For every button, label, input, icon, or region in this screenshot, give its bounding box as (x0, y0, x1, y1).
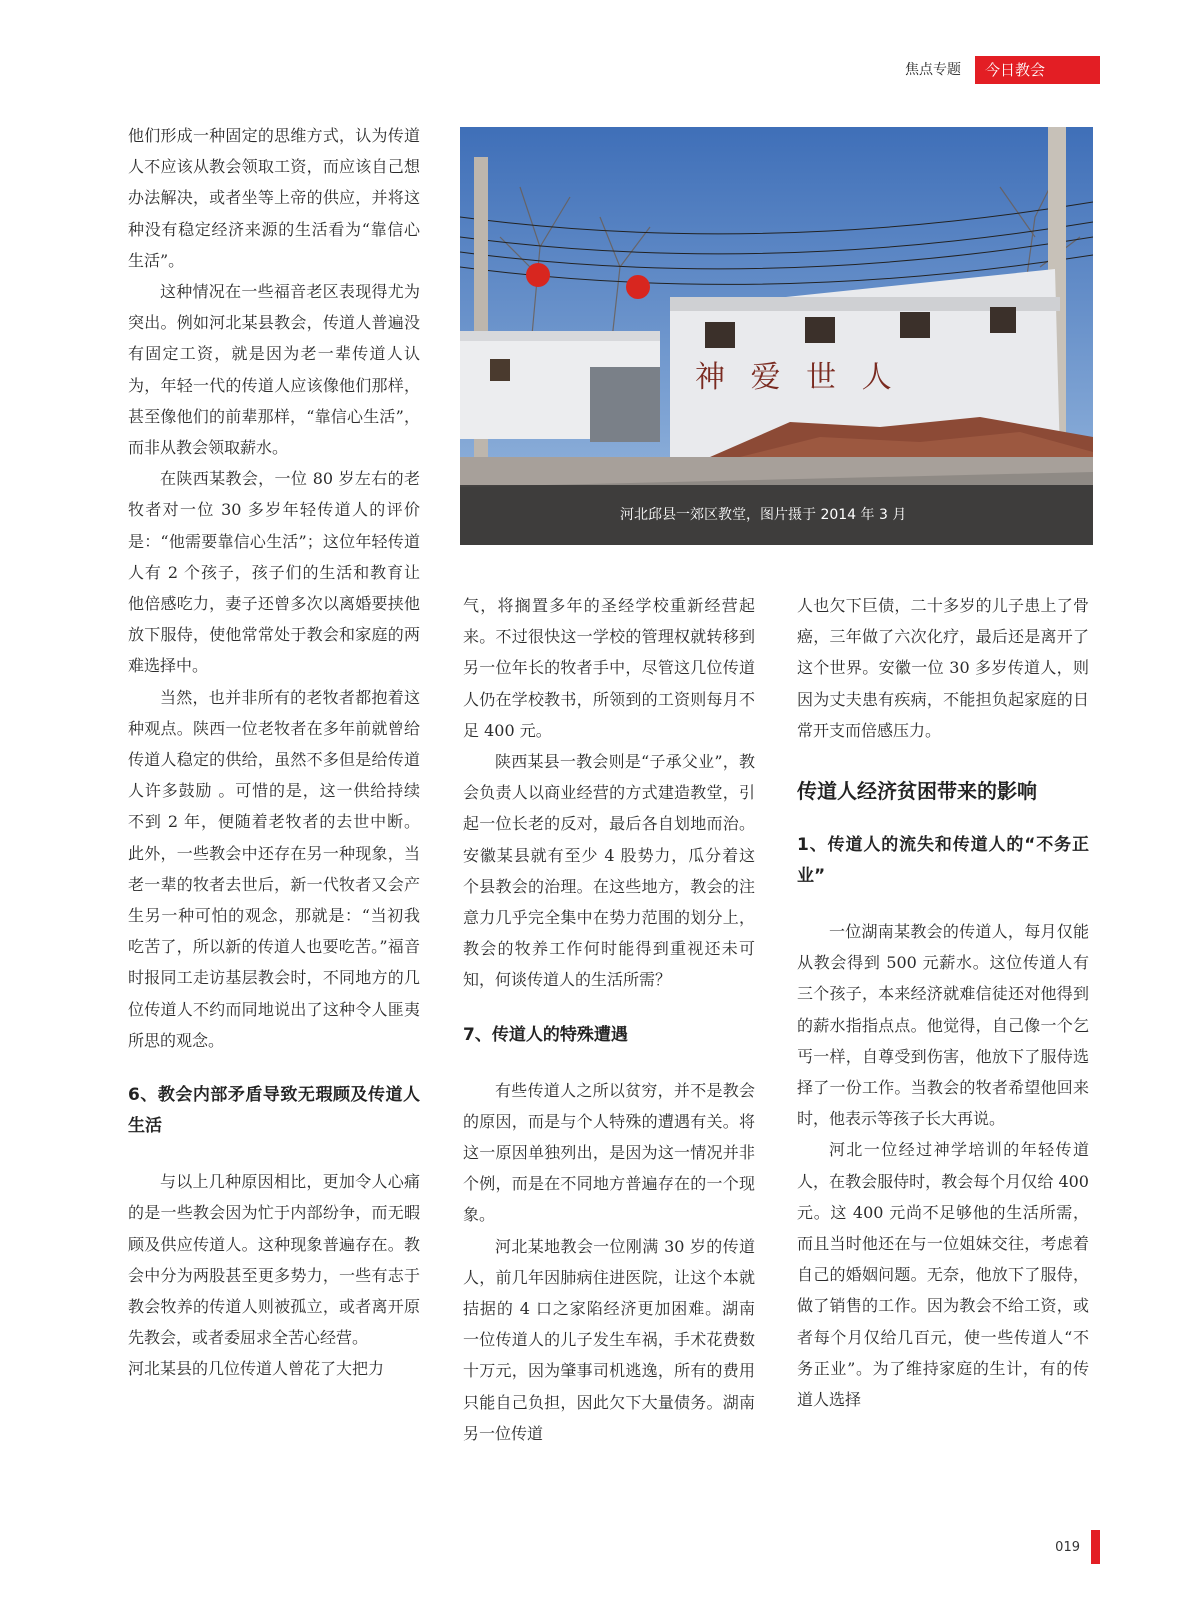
section-heading-7: 7、传道人的特殊遭遇 (463, 1024, 628, 1045)
section-label: 焦点专题 (905, 62, 961, 78)
paragraph: 有些传道人之所以贫穷，并不是教会的原因，而是与个人特殊的遭遇有关。将这一原因单独列出，是因为这一情况并非个例，而是在不同地方普遍存在的一个现象。 (463, 1080, 755, 1225)
church-photo (460, 127, 1093, 545)
paragraph: 气，将搁置多年的圣经学校重新经营起来。不过很快这一学校的管理权就转移到另一位年长的牧者手中，尽管这几位传道人仍在学校教书，所领到的工资则每月不足 400 元。 (463, 596, 755, 740)
section-heading-1: 1、传道人的流失和传道人的“不务正业” (797, 835, 1089, 887)
major-heading: 传道人经济贫困带来的影响 (797, 779, 1037, 804)
paragraph: 河北某县的几位传道人曾花了大把力 (128, 1359, 385, 1379)
section-heading-6: 6、教会内部矛盾导致无瑕顾及传道人生活 (128, 1085, 420, 1137)
paragraph: 一位湖南某教会的传道人，每月仅能从教会得到 500 元薪水。这位传道人有三个孩子，本来经济就难信徒还对他得到的薪水指指点点。他觉得，自己像一个乞丐一样，自尊受到伤害，他放下了服侍选择了一份工作。当教会的牧者希望他回来时，他表示等孩子长大再说。 (797, 922, 1089, 1129)
paragraph: 河北某地教会一位刚满 30 岁的传道人，前几年因肺病住进医院，让这个本就拮据的 4 口之家陷经济更加困难。湖南一位传道人的儿子发生车祸，手术花费数十万元，因为肇事司机逃逸，所有的费用只能自己负担，因此欠下大量债务。湖南另一位传道 (463, 1236, 755, 1443)
column-1 (128, 120, 420, 1385)
paragraph: 人也欠下巨债，二十多岁的儿子患上了骨癌，三年做了六次化疗，最后还是离开了这个世界。安徽一位 30 多岁传道人，则因为丈夫患有疾病，不能担负起家庭的日常开支而倍感压力。 (797, 596, 1089, 740)
paragraph: 河北一位经过神学培训的年轻传道人，在教会服侍时，教会每个月仅给 400 元。这 400 元尚不足够他的生活所需，而且当时他还在与一位姐妹交往，考虑着自己的婚姻问题。无奈，他放下了服侍，做了销售的工作。因为教会不给工资，或者每个月仅给几百元，使一些传道人“不务正业”。为了维持家庭的生计，有的传道人选择 (797, 1140, 1089, 1410)
column-3 (797, 590, 1089, 1415)
column-2 (463, 590, 755, 1449)
church-photo-illustration (460, 127, 1093, 545)
photo-caption: 河北邱县一郊区教堂，图片摄于 2014 年 3 月 (460, 485, 1093, 545)
paragraph: 在陕西某教会，一位 80 岁左右的老牧者对一位 30 多岁年轻传道人的评价是：“他需要靠信心生活”；这位年轻传道人有 2 个孩子，孩子们的生活和教育让他倍感吃力，妻子还曾多次以离婚要挟他放下服侍，使他常常处于教会和家庭的两难选择中。 (128, 469, 420, 676)
page-number: 019 (1055, 1540, 1080, 1555)
paragraph: 当然，也并非所有的老牧者都抱着这种观点。陕西一位老牧者在多年前就曾给传道人稳定的供给，虽然不多但是给传道人许多鼓励 。可惜的是，这一供给持续不到 2 年，便随着老牧者的去世中断。此外，一些教会中还存在另一种现象，当老一辈的牧者去世后，新一代牧者又会产生另一种可怕的观念，那就是：“当初我吃苦了，所以新的传道人也要吃苦。”福音时报同工走访基层教会时，不同地方的几位传道人不约而同地说出了这种令人匪夷所思的观念。 (128, 687, 420, 1050)
paragraph: 他们形成一种固定的思维方式，认为传道人不应该从教会领取工资，而应该自己想办法解决，或者坐等上帝的供应，并将这种没有稳定经济来源的生活看为“靠信心生活”。 (128, 126, 420, 270)
paragraph: 这种情况在一些福音老区表现得尤为突出。例如河北某县教会，传道人普遍没有固定工资，就是因为老一辈传道人认为，年轻一代的传道人应该像他们那样，甚至像他们的前辈那样，“靠信心生活”，而非从教会领取薪水。 (128, 282, 420, 458)
page-header (905, 56, 1100, 84)
wall-slogan: 神 爱 世 人 (695, 360, 900, 395)
paragraph: 陕西某县一教会则是“子承父业”，教会负责人以商业经营的方式建造教堂，引起一位长老的反对，最后各自划地而治。安徽某县就有至少 4 股势力，瓜分着这个县教会的治理。在这些地方，教会的注意力几乎完全集中在势力范围的划分上，教会的牧养工作何时能得到重视还未可知，何谈传道人的生活所需？ (463, 752, 755, 990)
paragraph: 与以上几种原因相比，更加令人心痛的是一些教会因为忙于内部纷争，而无暇顾及供应传道人。这种现象普遍存在。教会中分为两股甚至更多势力，一些有志于教会牧养的传道人则被孤立，或者离开原先教会，或者委屈求全苦心经营。 (128, 1172, 420, 1348)
page-number-bar (1091, 1530, 1100, 1564)
section-tag: 今日教会 (975, 56, 1100, 84)
